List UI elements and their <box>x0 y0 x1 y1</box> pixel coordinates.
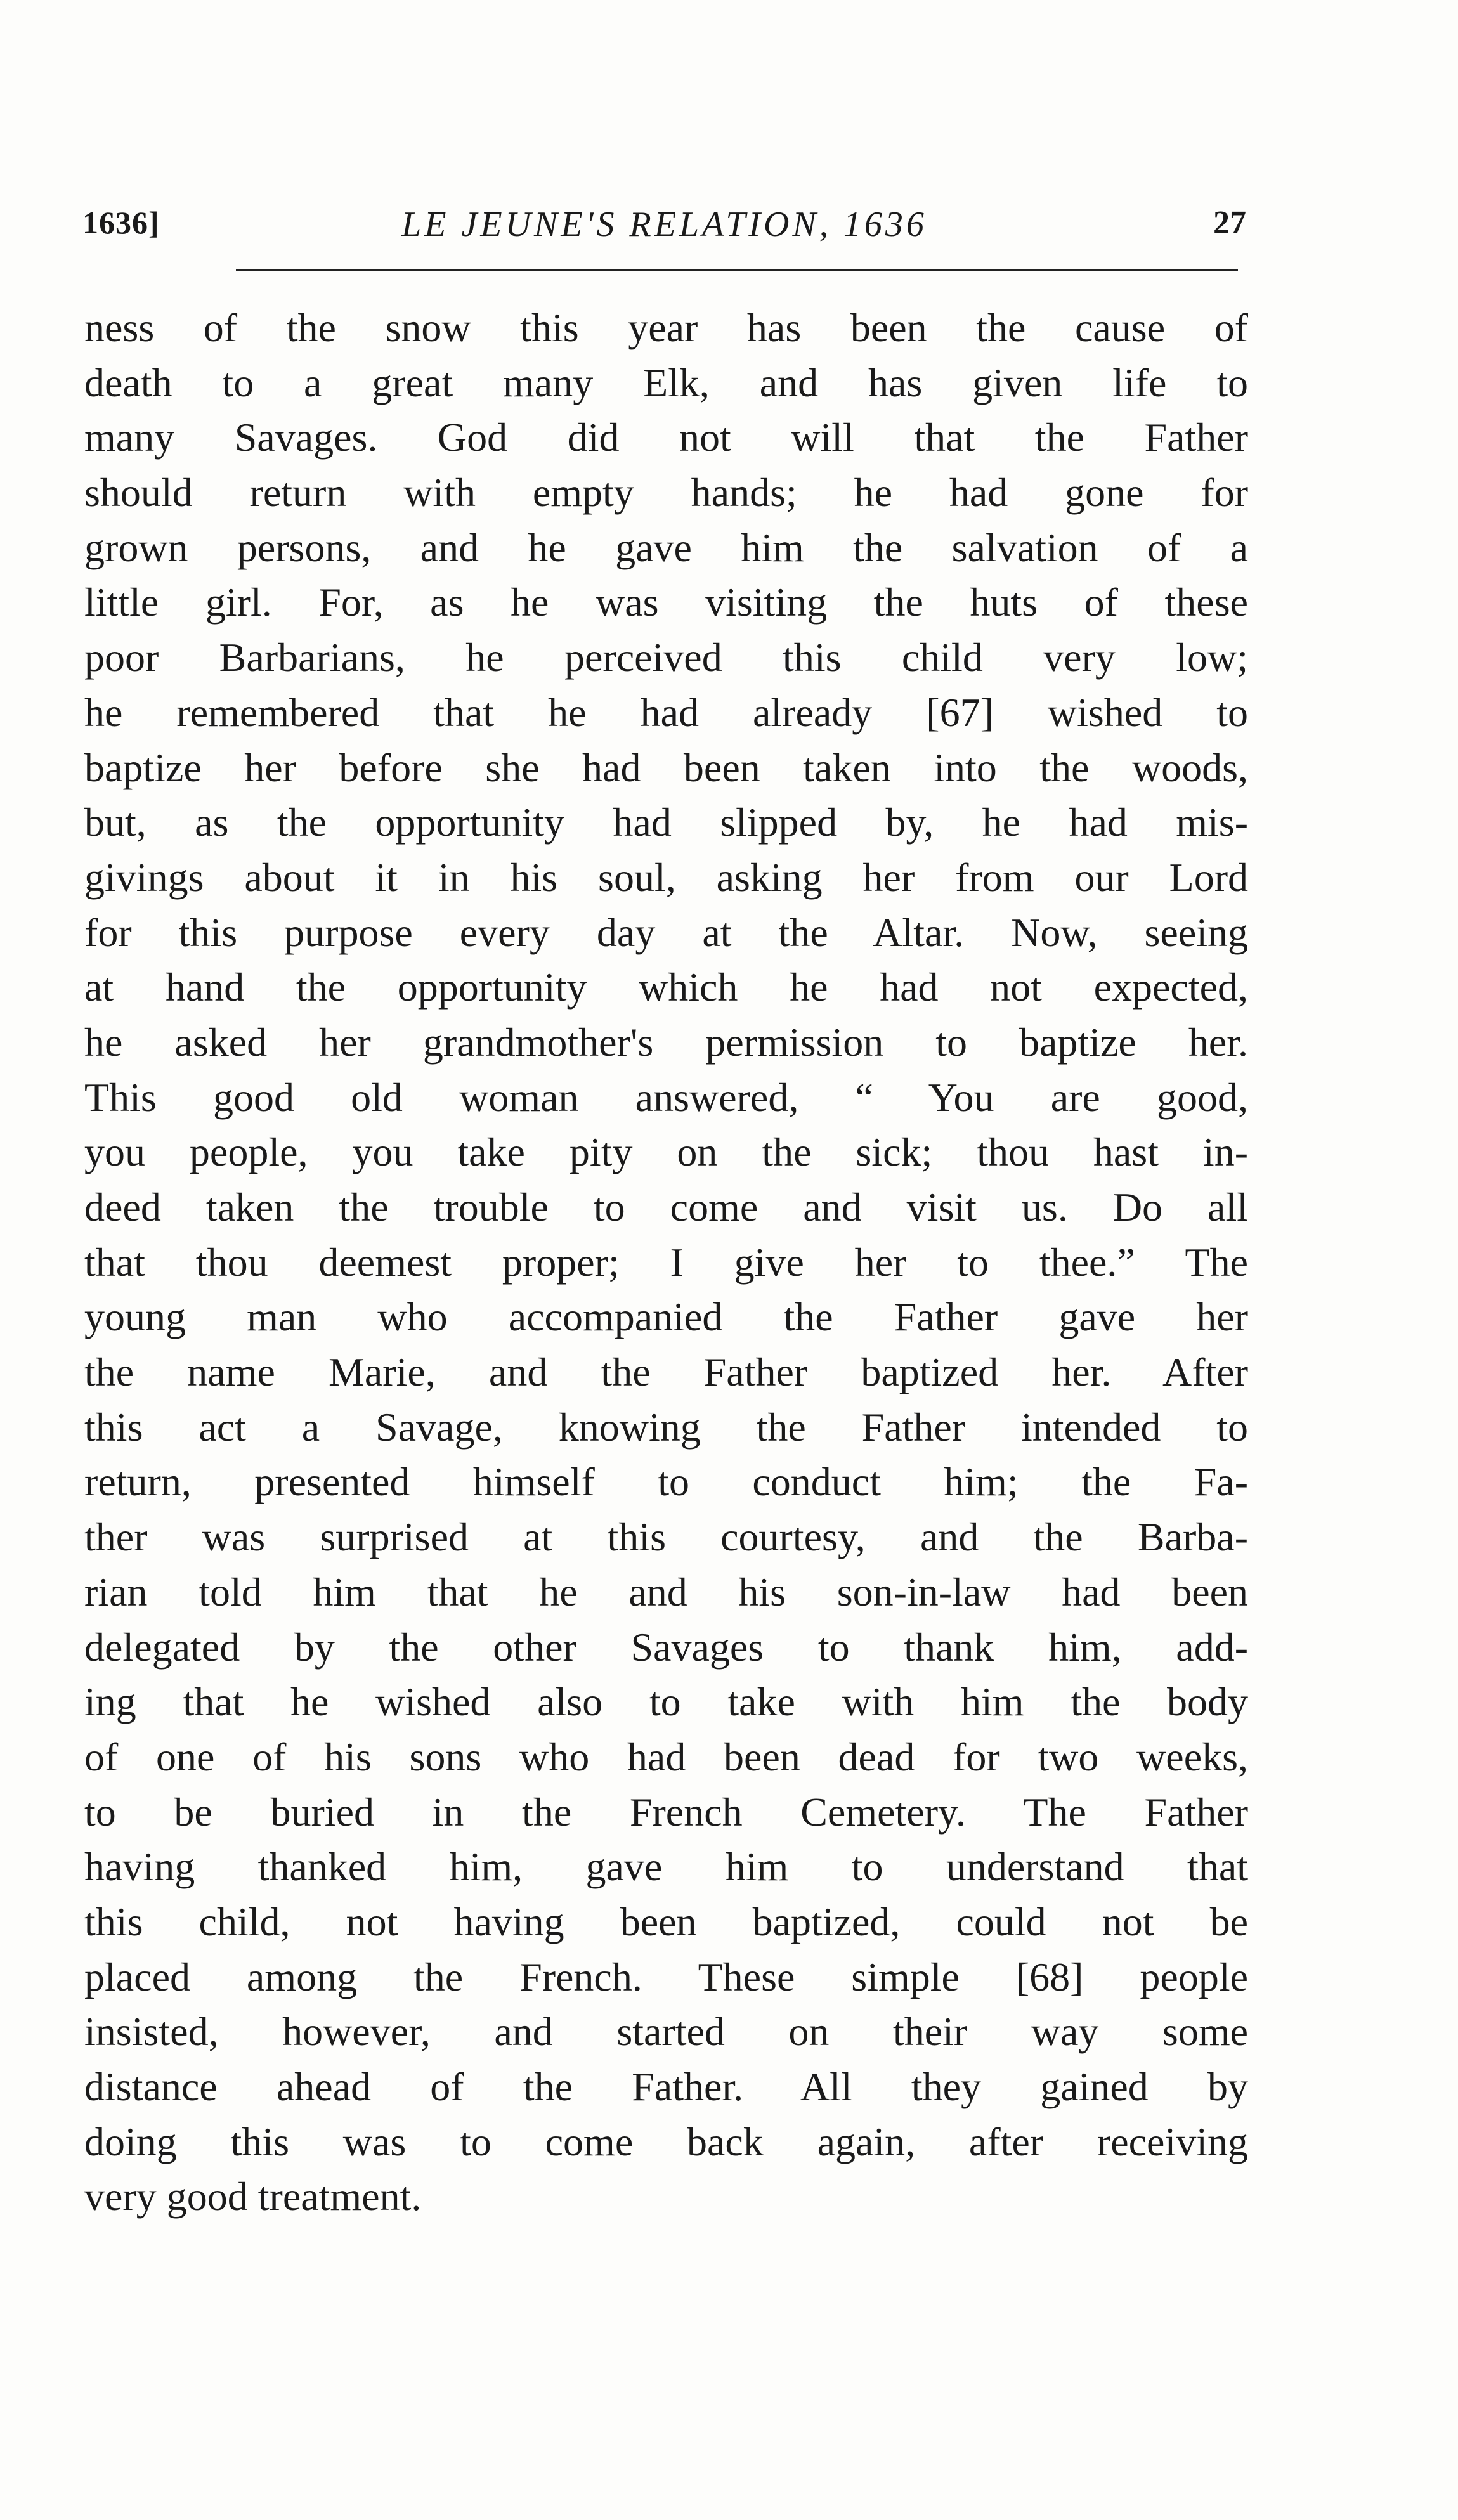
header-rule <box>236 269 1238 271</box>
text-line: death to a great many Elk, and has given life to <box>84 360 1248 405</box>
text-line: of one of his sons who had been dead for two weeks, <box>84 1734 1248 1779</box>
text-line: grown persons, and he gave him the salvation of a <box>84 524 1248 570</box>
text-line: at hand the opportunity which he had not expected, <box>84 964 1248 1010</box>
text-line: he remembered that he had already [67] wished to <box>84 689 1248 735</box>
text-line: having thanked him, gave him to understand that <box>84 1844 1248 1890</box>
text-line: for this purpose every day at the Altar. Now, seeing <box>84 909 1248 955</box>
text-line: this act a Savage, knowing the Father intended to <box>84 1404 1248 1450</box>
text-line: placed among the French. These simple [68] people <box>84 1954 1248 1999</box>
text-line: distance ahead of the Father. All they gained by <box>84 2064 1248 2109</box>
text-line: baptize her before she had been taken into the woods, <box>84 744 1248 790</box>
text-line: ing that he wished also to take with him the body <box>84 1679 1248 1725</box>
text-line: return, presented himself to conduct him; the Fa- <box>84 1459 1248 1505</box>
text-line: very good treatment. <box>84 2174 422 2219</box>
text-line: poor Barbarians, he perceived this child very low; <box>84 635 1248 680</box>
text-line: should return with empty hands; he had gone for <box>84 470 1248 516</box>
running-head-year: 1636] <box>82 205 160 240</box>
body-text <box>84 301 1248 2224</box>
text-line: this child, not having been baptized, could not be <box>84 1899 1248 1944</box>
text-line: doing this was to come back again, after receiving <box>84 2119 1248 2164</box>
text-line: ther was surprised at this courtesy, and the Barba- <box>84 1514 1248 1560</box>
page-number: 27 <box>1213 205 1246 241</box>
text-line: givings about it in his soul, asking her from our Lord <box>84 854 1248 900</box>
running-head <box>82 204 1246 255</box>
text-line: deed taken the trouble to come and visit us. Do all <box>84 1185 1248 1230</box>
text-line: to be buried in the French Cemetery. The Father <box>84 1789 1248 1835</box>
text-line: rian told him that he and his son-in-law had been <box>84 1569 1248 1614</box>
text-line: he asked her grandmother's permission to baptize her. <box>84 1019 1248 1065</box>
text-line: delegated by the other Savages to thank him, add- <box>84 1624 1248 1670</box>
text-line: young man who accompanied the Father gave her <box>84 1294 1248 1340</box>
text-line: but, as the opportunity had slipped by, he had mis- <box>84 800 1248 845</box>
text-line: little girl. For, as he was visiting the huts of these <box>84 580 1248 625</box>
text-line: many Savages. God did not will that the Father <box>84 415 1248 460</box>
text-line: This good old woman answered, “ You are good, <box>84 1074 1248 1120</box>
running-head-title: LE JEUNE'S RELATION, 1636 <box>401 205 927 244</box>
text-line: insisted, however, and started on their way some <box>84 2009 1248 2055</box>
text-line: you people, you take pity on the sick; thou hast in- <box>84 1129 1248 1175</box>
text-line: the name Marie, and the Father baptized her. After <box>84 1349 1248 1395</box>
text-line: ness of the snow this year has been the cause of <box>84 305 1248 350</box>
text-line: that thou deemest proper; I give her to thee.” The <box>84 1239 1248 1285</box>
